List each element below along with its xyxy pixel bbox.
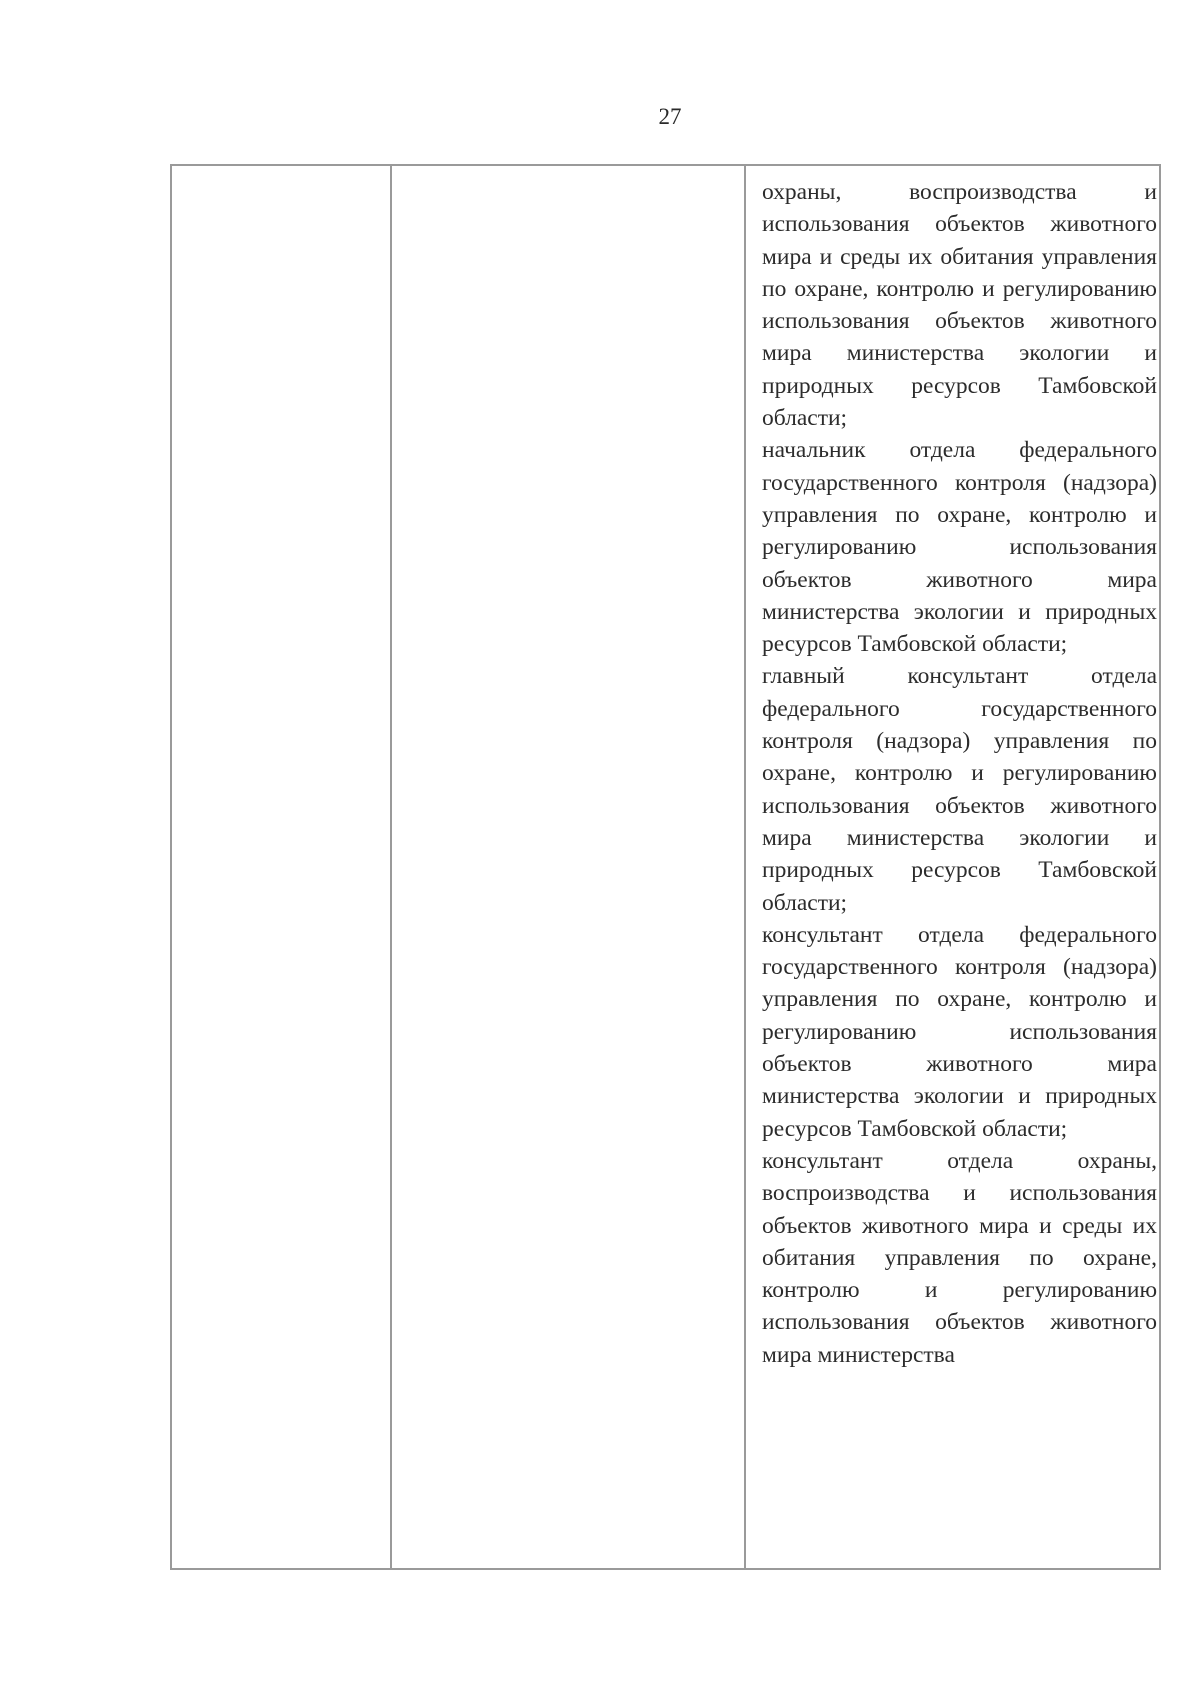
positions-list: [746, 166, 1159, 1371]
staff-table: [170, 164, 1161, 1570]
table-cell-column-1: [171, 165, 391, 1569]
position-entry: охраны, воспроизводства и использования объектов животного мира и среды их обитания управления по охране, контролю и регулированию использования объектов животного мира министерства экологии и природных ресурсов Тамбовской области;: [762, 179, 1157, 432]
table-cell-positions: [745, 165, 1160, 1569]
column-1-text: [172, 166, 390, 176]
page-number: 27: [658, 104, 682, 129]
position-entry: консультант отдела охраны, воспроизводства и использования объектов животного мира и среды их обитания управления по охране, контролю и регулированию использования объектов животного мира министерства: [762, 1147, 1157, 1368]
column-2-text: [392, 166, 744, 176]
table-cell-column-2: [391, 165, 745, 1569]
position-entry: начальник отдела федерального государственного контроля (надзора) управления по охране, контролю и регулированию использования объектов животного мира министерства экологии и природных ресурсов Тамбовской области;: [762, 437, 1157, 658]
position-entry: консультант отдела федерального государственного контроля (надзора) управления по охране, контролю и регулированию использования объектов животного мира министерства экологии и природных ресурсов Тамбовской области;: [762, 921, 1157, 1142]
position-entry: главный консультант отдела федерального государственного контроля (надзора) управления по охране, контролю и регулированию использования объектов животного мира министерства экологии и природных ресурсов Тамбовской области;: [762, 663, 1157, 916]
table-row: [171, 165, 1160, 1569]
